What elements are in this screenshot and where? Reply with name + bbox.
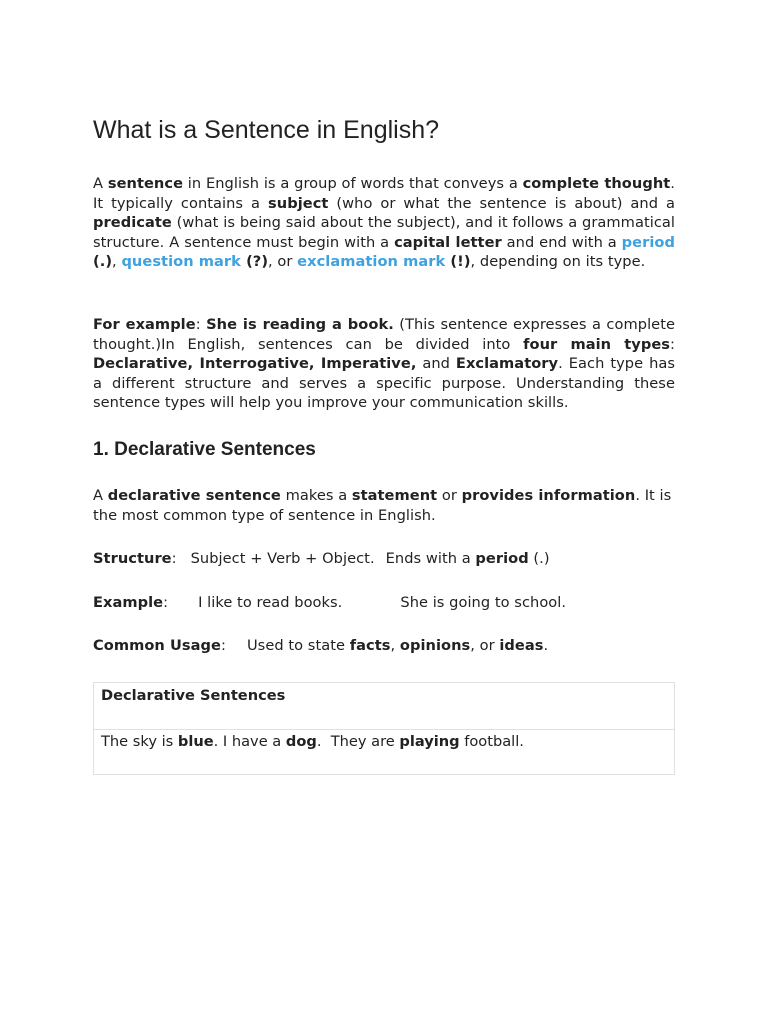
box-header (94, 686, 674, 730)
declarative-definition (93, 486, 675, 525)
term-sentence: sentence (107, 175, 184, 192)
word-dog: dog (285, 733, 317, 750)
symbol-period: (.) (93, 253, 113, 271)
term-period: period (475, 550, 529, 567)
term-four-main-types: four main types (523, 335, 671, 353)
example-line (93, 593, 675, 613)
text: Used to state (246, 637, 350, 654)
text: in English is a group of words that conveys a (183, 175, 523, 192)
example-2: She is going to school. (400, 594, 567, 611)
term-ideas: ideas (499, 637, 544, 654)
term-subject: subject (268, 194, 329, 212)
text: or (437, 487, 462, 504)
text: , depending on its type. (470, 253, 646, 271)
text: (who or what the sentence is about) and a (328, 194, 676, 212)
for-example-label: For example (93, 316, 196, 333)
text: . It typically contains a (93, 175, 675, 212)
text: Ends with a (385, 550, 476, 567)
usage-line (93, 636, 675, 656)
term-facts: facts (349, 637, 391, 654)
text: . Each type has a different structure and serves a specific purpose. Understanding these sentence types will help you improve your communication skills. (93, 355, 676, 412)
text: , (112, 253, 122, 271)
text: . It is the most common type of sentence in English. (93, 487, 672, 524)
text: and end with a (501, 233, 622, 251)
text: makes a (280, 487, 352, 504)
symbol-question: (?) (240, 253, 269, 271)
text: A (93, 175, 108, 192)
term-types-list: Declarative, Interrogative, Imperative, (93, 355, 417, 373)
term-declarative-sentence: declarative sentence (107, 487, 281, 504)
symbol-exclamation: (!) (445, 253, 471, 271)
text: , (390, 637, 400, 654)
word-blue: blue (177, 733, 214, 750)
text: . I have a (213, 733, 286, 750)
text: . (543, 637, 549, 654)
term-exclamatory: Exclamatory (455, 355, 559, 373)
text: football. (459, 733, 524, 750)
text: . They are (316, 733, 400, 750)
term-statement: statement (351, 487, 438, 504)
structure-formula: Subject + Verb + Object. (190, 550, 375, 567)
period-link[interactable]: period (621, 233, 675, 251)
box-header-title: Declarative Sentences (101, 687, 286, 704)
question-mark-link[interactable]: question mark (121, 253, 241, 271)
structure-label: Structure (93, 550, 172, 567)
word-playing: playing (399, 733, 460, 750)
declarative-examples-box (93, 682, 675, 775)
page-title: What is a Sentence in English? (93, 116, 440, 144)
term-complete-thought: complete thought (522, 175, 671, 192)
term-predicate: predicate (93, 214, 172, 232)
text: , or (268, 253, 298, 271)
example-label: Example (93, 594, 164, 611)
text: The sky is (101, 733, 178, 750)
term-opinions: opinions (399, 637, 471, 654)
usage-label: Common Usage (93, 637, 221, 654)
exclamation-mark-link[interactable]: exclamation mark (297, 253, 446, 271)
box-body (94, 732, 674, 752)
term-provides-information: provides information (461, 487, 636, 504)
text: (.) (528, 550, 550, 567)
text: (This sentence expresses a complete thought.)In English, sentences can be divided into (93, 316, 675, 353)
example-1: I like to read books. (198, 594, 343, 611)
intro-paragraph (93, 174, 675, 272)
section-heading-declarative: 1. Declarative Sentences (93, 439, 316, 460)
term-capital-letter: capital letter (394, 233, 502, 251)
colon: : (163, 594, 169, 611)
text: and (416, 355, 456, 373)
structure-line (93, 549, 675, 569)
text: , or (470, 637, 500, 654)
colon: : (171, 550, 177, 567)
text: A (93, 487, 108, 504)
text: : (195, 316, 207, 333)
example-sentence: She is reading a book. (206, 316, 394, 333)
text: (what is being said about the subject), and it follows a grammatical structure. A sentence must begin with a (93, 214, 675, 251)
text: : (670, 335, 675, 353)
colon: : (220, 637, 226, 654)
example-paragraph (93, 315, 675, 413)
